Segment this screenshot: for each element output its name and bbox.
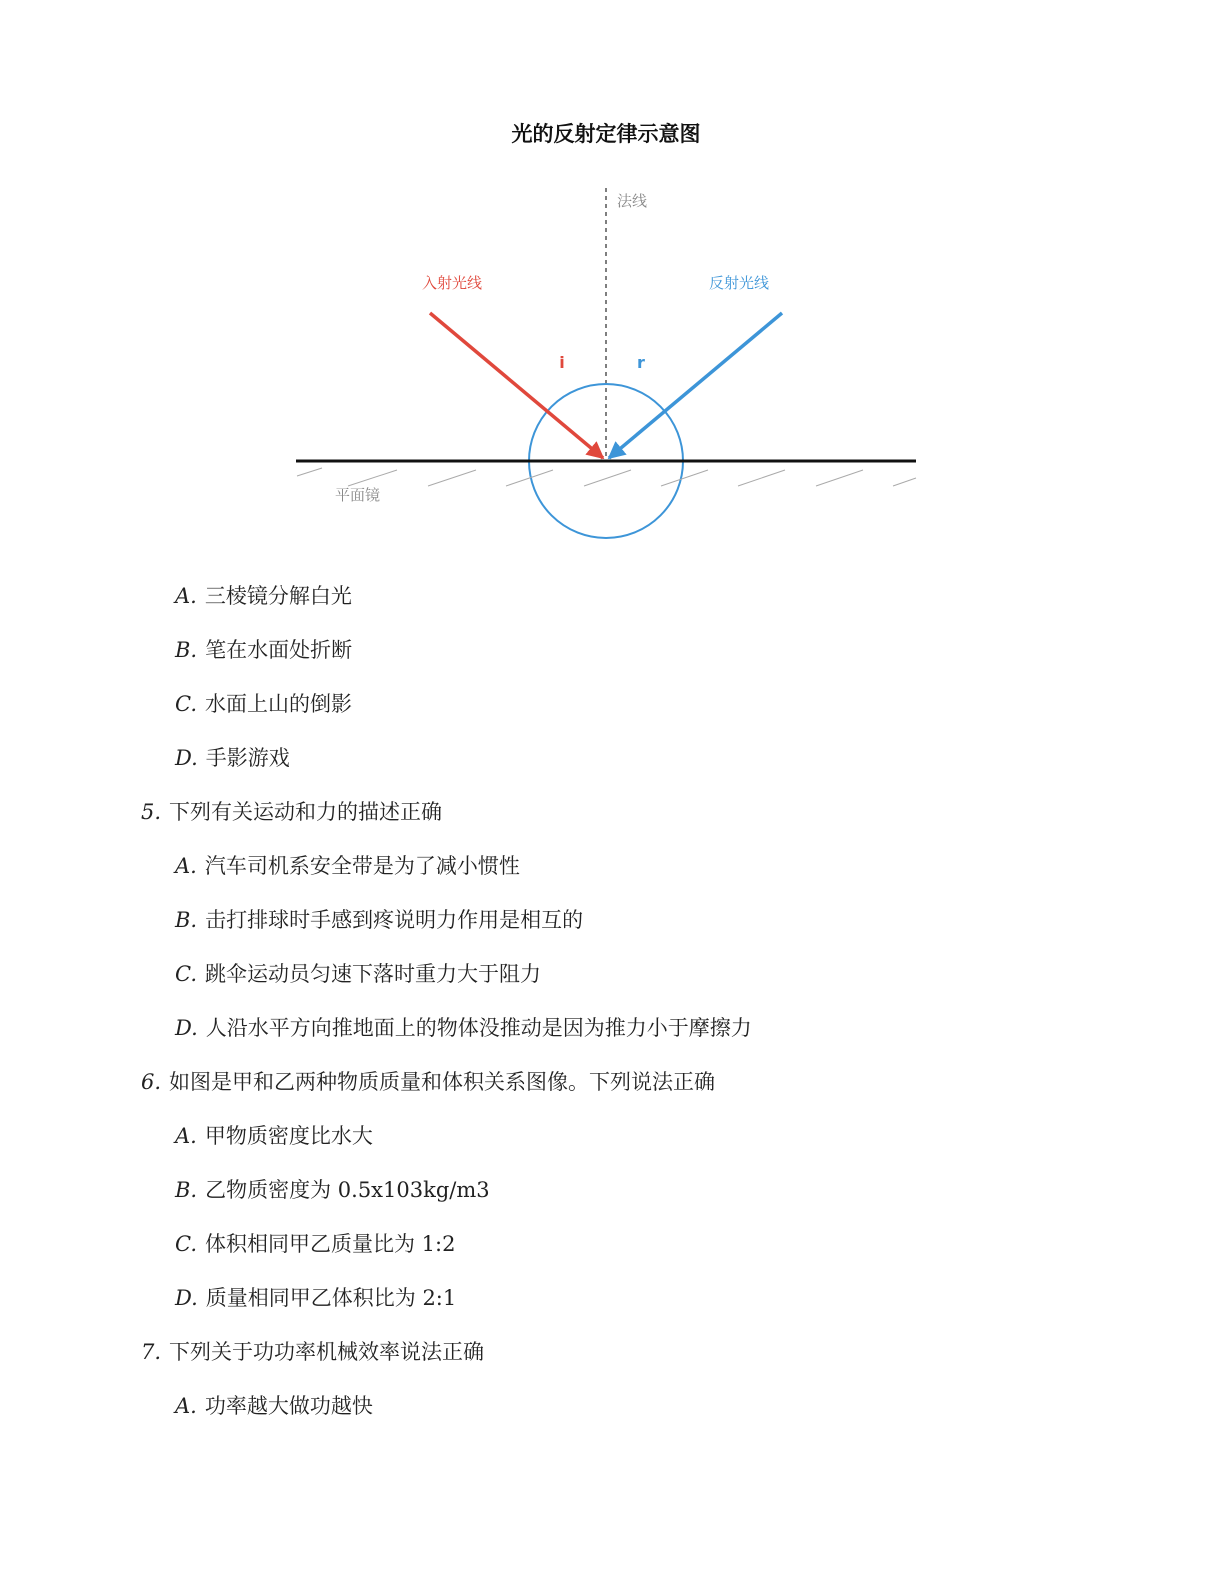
option-text: 笔在水面处折断 bbox=[205, 638, 353, 662]
figure-title: 光的反射定律示意图 bbox=[511, 122, 701, 146]
normal-label: 法线 bbox=[617, 192, 648, 210]
option-label: C. bbox=[175, 1232, 197, 1256]
option-label: A. bbox=[175, 1394, 197, 1418]
option-label: B. bbox=[175, 908, 198, 932]
option-text: 水面上山的倒影 bbox=[205, 692, 352, 716]
incident-label: 入射光线 bbox=[421, 274, 483, 292]
q5-option-d bbox=[175, 1013, 752, 1043]
option-text: 汽车司机系安全带是为了减小惯性 bbox=[204, 854, 520, 878]
option-text: 功率越大做功越快 bbox=[204, 1394, 373, 1418]
option-label: D. bbox=[175, 746, 198, 770]
option-label: D. bbox=[175, 1286, 198, 1310]
option-label: A. bbox=[175, 854, 197, 878]
angle-r-label: r bbox=[637, 353, 645, 372]
incident-ray bbox=[430, 313, 603, 458]
reflection-diagram bbox=[0, 0, 1224, 560]
option-text: 人沿水平方向推地面上的物体没推动是因为推力小于摩擦力 bbox=[205, 1016, 752, 1040]
mirror-hatching bbox=[297, 468, 916, 486]
q6-stem bbox=[141, 1067, 715, 1097]
option-text: 甲物质密度比水大 bbox=[204, 1124, 373, 1148]
reflection-figure bbox=[0, 0, 1224, 560]
reflected-label: 反射光线 bbox=[708, 274, 770, 292]
question-number: 5. bbox=[141, 800, 162, 824]
q4-option-c bbox=[175, 689, 352, 719]
option-text: 质量相同甲乙体积比为 2:1 bbox=[205, 1286, 457, 1310]
q5-stem bbox=[141, 797, 442, 827]
q4-option-b bbox=[175, 635, 352, 665]
q6-option-d bbox=[175, 1283, 456, 1313]
option-label: C. bbox=[175, 692, 197, 716]
angle-i-label: i bbox=[559, 353, 565, 372]
question-text: 下列有关运动和力的描述正确 bbox=[169, 800, 443, 824]
option-label: C. bbox=[175, 962, 197, 986]
option-text: 跳伞运动员匀速下落时重力大于阻力 bbox=[205, 962, 541, 986]
q6-option-b bbox=[175, 1175, 490, 1205]
question-number: 7. bbox=[141, 1340, 162, 1364]
q5-option-a bbox=[175, 851, 520, 881]
option-label: D. bbox=[175, 1016, 198, 1040]
q7-stem bbox=[141, 1337, 484, 1367]
option-text: 手影游戏 bbox=[205, 746, 290, 770]
option-label: B. bbox=[175, 1178, 198, 1202]
option-text: 击打排球时手感到疼说明力作用是相互的 bbox=[205, 908, 584, 932]
q5-option-c bbox=[175, 959, 541, 989]
q6-option-c bbox=[175, 1229, 455, 1259]
option-text: 三棱镜分解白光 bbox=[204, 584, 352, 608]
option-label: A. bbox=[175, 1124, 197, 1148]
option-label: A. bbox=[175, 584, 197, 608]
option-text: 体积相同甲乙质量比为 1:2 bbox=[205, 1232, 456, 1256]
reflected-ray bbox=[609, 313, 782, 458]
option-text: 乙物质密度为 0.5x103kg/m3 bbox=[205, 1178, 490, 1202]
q5-option-b bbox=[175, 905, 583, 935]
option-label: B. bbox=[175, 638, 198, 662]
question-text: 如图是甲和乙两种物质质量和体积关系图像。下列说法正确 bbox=[169, 1070, 716, 1094]
q4-option-a bbox=[175, 581, 352, 611]
question-number: 6. bbox=[141, 1070, 162, 1094]
q6-option-a bbox=[175, 1121, 373, 1151]
question-text: 下列关于功功率机械效率说法正确 bbox=[169, 1340, 485, 1364]
mirror-label: 平面镜 bbox=[335, 486, 381, 504]
q4-option-d bbox=[175, 743, 290, 773]
q7-option-a bbox=[175, 1391, 373, 1421]
